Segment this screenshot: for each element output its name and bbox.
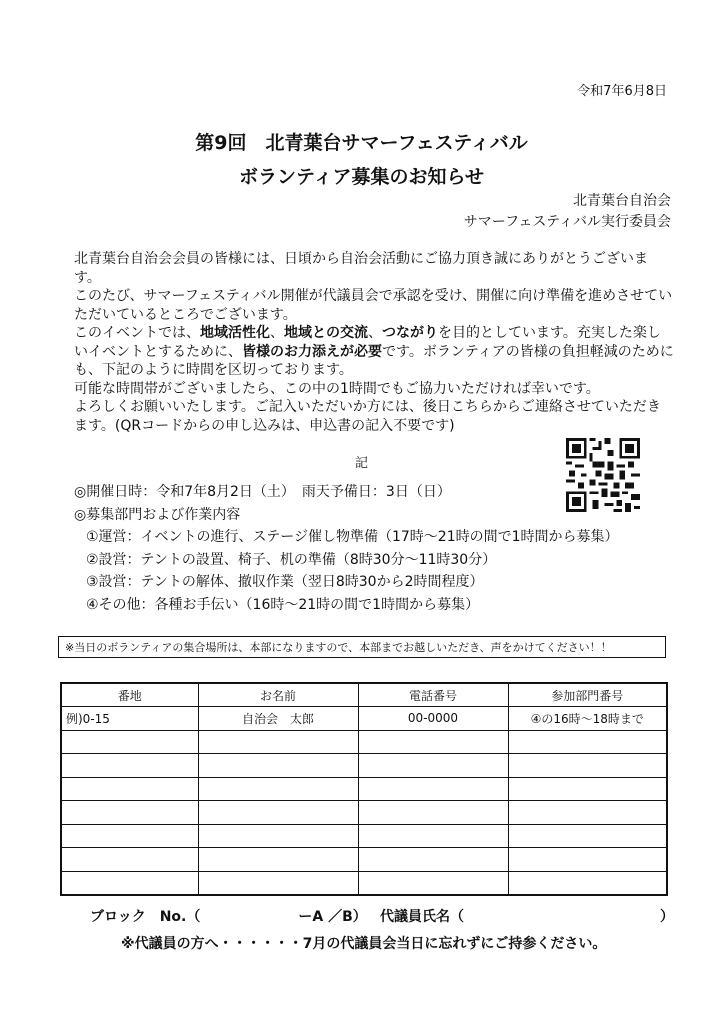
body-paragraph: 可能な時間帯がございましたら、この中の1時間でもご協力いただければ幸いです。 xyxy=(74,380,600,397)
document-subtitle: ボランティア募集のお知らせ xyxy=(239,166,484,188)
organizer-committee: サマーフェスティバル実行委員会 xyxy=(463,214,671,230)
table-row xyxy=(61,848,667,872)
assembly-notice: ※当日のボランティアの集合場所は、本部になりますので、本部までお越しいただき、声をかけてください！！ xyxy=(58,636,666,658)
example-address: 例)0-15 xyxy=(61,707,198,731)
body-paragraph: よろしくお願いいたします。ご記入いただいか方には、後日こちらからご連絡させていただきます。(QRコードからの申し込みは、申込書の記入不要です) xyxy=(74,399,661,434)
table-header-row xyxy=(61,683,667,707)
column-header-address: 番地 xyxy=(61,683,198,707)
table-row xyxy=(61,801,667,825)
table-row xyxy=(61,754,667,778)
table-row xyxy=(61,777,667,801)
column-header-name: お名前 xyxy=(198,683,358,707)
body-paragraph: 北青葉台自治会会員の皆様には、日頃から自治会活動にご協力頂き誠にありがとうございます。 xyxy=(74,251,648,286)
department-item: ②設営：テントの設置、椅子、机の準備（8時30分～11時30分） xyxy=(86,551,497,568)
footer-note: ※代議員の方へ・・・・・・7月の代議員会当日に忘れずにご持参ください。 xyxy=(121,936,607,952)
representative-name-label: 代議員氏名（ ） xyxy=(380,909,674,925)
body-text xyxy=(74,250,674,435)
department-item: ④その他：各種お手伝い（16時～21時の間で1時間から募集） xyxy=(86,596,480,613)
department-item: ③設営：テントの解体、撤収作業（翌日8時30から2時間程度） xyxy=(86,574,484,590)
application-form-table xyxy=(60,682,668,896)
ki-heading: 記 xyxy=(354,456,368,471)
column-header-department: 参加部門番号 xyxy=(508,683,667,707)
event-date-line: ◎開催日時：令和7年8月2日（土） 雨天予備日：3日（日） xyxy=(74,484,451,500)
body-paragraph: このたび、サマーフェスティバル開催が代議員会で承認を受け、開催に向け準備を進めさせていただいているところでございます。 xyxy=(74,288,673,323)
example-phone: 00-0000 xyxy=(358,707,508,731)
example-name: 自治会 太郎 xyxy=(198,707,358,731)
document-date: 令和7年6月8日 xyxy=(577,84,667,99)
column-header-phone: 電話番号 xyxy=(358,683,508,707)
departments-heading: ◎募集部門および作業内容 xyxy=(74,506,241,523)
body-paragraph: このイベントでは、地域活性化、地域との交流、つながりを目的としています。充実した楽しいイベントとするために、皆様のお力添えが必要です。ボランティアの皆様の負担軽減のためにも、下記のように時間を区切っております。 xyxy=(74,325,674,378)
table-row xyxy=(61,824,667,848)
block-number-label: ブロック No.（ ーA ／B） xyxy=(90,909,367,925)
department-item: ①運営：イベントの進行、ステージ催し物準備（17時～21時の間で1時間から募集） xyxy=(86,529,619,545)
document-title: 第9回 北青葉台サマーフェスティバル xyxy=(195,132,528,154)
table-row xyxy=(61,871,667,895)
table-row xyxy=(61,730,667,754)
example-department: ④の16時～18時まで xyxy=(508,707,667,731)
organizer-name: 北青葉台自治会 xyxy=(573,193,671,209)
example-row xyxy=(61,707,667,731)
event-details xyxy=(74,481,619,616)
